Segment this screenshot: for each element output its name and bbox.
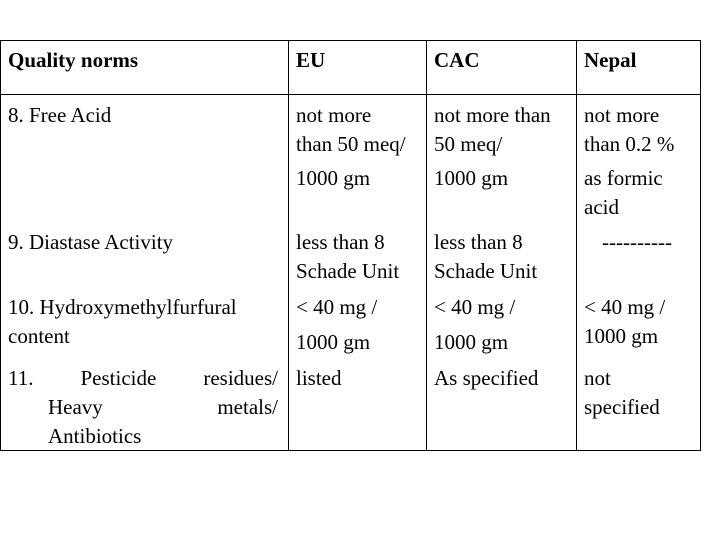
header-quality-norms: Quality norms [8,48,139,72]
row-free-acid-norm: 8. Free Acid [8,103,112,127]
row-free-acid-eu-line3: 1000 gm [296,166,371,190]
row-free-acid-cac-line3: 1000 gm [434,166,509,190]
column-divider-eu [288,40,289,451]
column-divider-cac [426,40,427,451]
row-diastase-nepal: ---------- [602,230,672,254]
row-hmf-norm-line2: content [8,324,70,348]
row-free-acid-nepal-line1: not more [584,103,660,127]
row-hmf-nepal-line2: 1000 gm [584,324,659,348]
row-pesticide-eu: listed [296,366,342,390]
row-diastase-cac-line2: Schade Unit [434,259,538,283]
row-pesticide-nepal-line2: specified [584,395,660,419]
row-diastase-norm: 9. Diastase Activity [8,230,174,254]
row-diastase-eu-line2: Schade Unit [296,259,400,283]
row-free-acid-nepal-line2: than 0.2 % [584,132,675,156]
row-pesticide-norm-line1: 11. Pesticide residues/ [8,366,278,390]
row-diastase-cac-line1: less than 8 [434,230,523,254]
row-hmf-eu-line1: < 40 mg / [296,295,378,319]
header-cac: CAC [434,48,480,72]
row-pesticide-norm-line2: Heavy metals/ [48,395,278,419]
header-eu: EU [296,48,326,72]
row-pesticide-cac: As specified [434,366,539,390]
row-hmf-nepal-line1: < 40 mg / [584,295,666,319]
row-free-acid-nepal-line3: as formic [584,166,663,190]
row-hmf-norm-line1: 10. Hydroxymethylfurfural [8,295,237,319]
header-divider [0,94,701,95]
row-free-acid-cac-line1: not more than [434,103,551,127]
row-free-acid-eu-line2: than 50 meq/ [296,132,406,156]
row-free-acid-eu-line1: not more [296,103,372,127]
column-divider-nepal [576,40,577,451]
row-hmf-cac-line2: 1000 gm [434,330,509,354]
row-hmf-eu-line2: 1000 gm [296,330,371,354]
row-free-acid-nepal-line4: acid [584,195,619,219]
row-pesticide-norm-line3: Antibiotics [48,424,142,448]
header-nepal: Nepal [584,48,637,72]
row-diastase-eu-line1: less than 8 [296,230,385,254]
row-hmf-cac-line1: < 40 mg / [434,295,516,319]
row-free-acid-cac-line2: 50 meq/ [434,132,503,156]
row-pesticide-nepal-line1: not [584,366,611,390]
